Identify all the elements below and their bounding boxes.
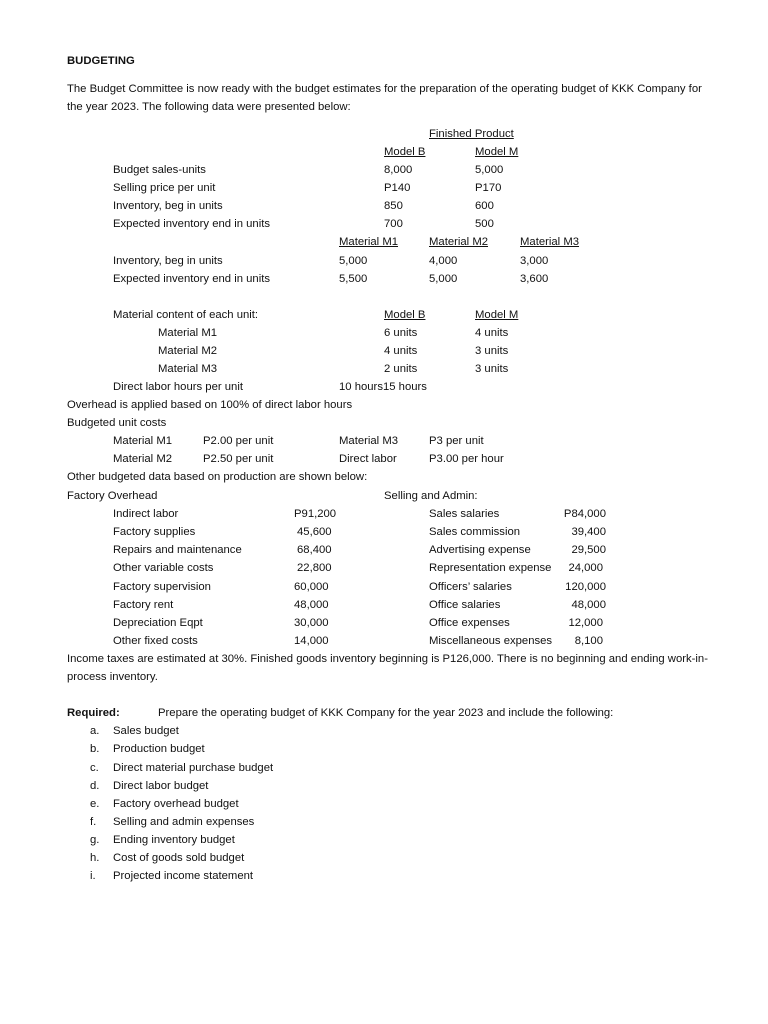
material-content-label: Material content of each unit:: [113, 309, 259, 321]
sa-item-value: P84,000: [563, 508, 606, 520]
unit-cost-value: P3 per unit: [429, 435, 484, 447]
fp-row-b: 850: [384, 200, 403, 212]
fo-item-label: Indirect labor: [113, 508, 179, 520]
required-item-letter: b.: [90, 743, 100, 755]
overhead-note: Overhead is applied based on 100% of direct labor hours: [67, 399, 353, 411]
fo-item-label: Other variable costs: [113, 562, 214, 574]
mc-row-m: 3 units: [475, 363, 509, 375]
sa-item-label: Sales salaries: [429, 508, 500, 520]
fp-col-model-m: Model M: [475, 146, 519, 158]
sa-item-label: Sales commission: [429, 526, 521, 538]
sa-item-label: Office expenses: [429, 617, 510, 629]
required-text: Prepare the operating budget of KKK Company for the year 2023 and include the following:: [158, 707, 614, 719]
factory-overhead-title: Factory Overhead: [67, 490, 158, 502]
fp-row-b: P140: [384, 182, 411, 194]
fp-row-label: Budget sales-units: [113, 164, 206, 176]
fo-item-label: Factory supervision: [113, 581, 211, 593]
mat-row-m3: 3,000: [520, 255, 549, 267]
fo-item-value: 14,000: [294, 635, 329, 647]
sa-item-label: Advertising expense: [429, 544, 531, 556]
unit-cost-value: P3.00 per hour: [429, 453, 504, 465]
required-item-letter: a.: [90, 725, 100, 737]
required-item-text: Projected income statement: [113, 870, 254, 882]
sa-item-label: Officers’ salaries: [429, 581, 512, 593]
fo-item-label: Factory supplies: [113, 526, 196, 538]
mat-row-m1: 5,500: [339, 273, 368, 285]
fo-item-label: Repairs and maintenance: [113, 544, 242, 556]
mat-row-label: Expected inventory end in units: [113, 273, 270, 285]
selling-admin-title: Selling and Admin:: [384, 490, 478, 502]
sa-item-label: Miscellaneous expenses: [429, 635, 553, 647]
required-item-letter: i.: [90, 870, 96, 882]
required-item-text: Direct material purchase budget: [113, 762, 274, 774]
mc-col-model-m: Model M: [475, 309, 519, 321]
mat-col-m1: Material M1: [339, 236, 399, 248]
mc-col-model-b: Model B: [384, 309, 426, 321]
unit-cost-label: Direct labor: [339, 453, 397, 465]
fp-row-b: 700: [384, 218, 403, 230]
mc-row-label: Material M2: [158, 345, 218, 357]
required-item-text: Ending inventory budget: [113, 834, 235, 846]
required-item-text: Sales budget: [113, 725, 179, 737]
required-item-text: Direct labor budget: [113, 780, 209, 792]
required-item-text: Production budget: [113, 743, 205, 755]
fp-row-m: 5,000: [475, 164, 504, 176]
tax-note-line-1: Income taxes are estimated at 30%. Finished goods inventory beginning is P126,000. There is no beginning and ending work-in-: [67, 653, 708, 665]
tax-note-line-2: process inventory.: [67, 671, 158, 683]
sa-item-label: Office salaries: [429, 599, 501, 611]
sa-item-label: Representation expense: [429, 562, 552, 574]
unit-cost-value: P2.50 per unit: [203, 453, 274, 465]
required-item-text: Factory overhead budget: [113, 798, 239, 810]
mc-row-m: 3 units: [475, 345, 509, 357]
mc-row-label: Material M3: [158, 363, 218, 375]
fp-row-label: Expected inventory end in units: [113, 218, 270, 230]
required-label: Required:: [67, 707, 120, 719]
required-item-letter: d.: [90, 780, 100, 792]
finished-product-header: Finished Product: [429, 128, 514, 140]
required-item-letter: f.: [90, 816, 97, 828]
mat-col-m3: Material M3: [520, 236, 580, 248]
page-title: BUDGETING: [67, 55, 135, 67]
fo-item-value: 45,600: [297, 526, 332, 538]
fo-item-value: 68,400: [297, 544, 332, 556]
fp-row-m: 500: [475, 218, 494, 230]
fp-row-label: Selling price per unit: [113, 182, 216, 194]
fp-row-m: 600: [475, 200, 494, 212]
fo-item-value: 30,000: [294, 617, 329, 629]
sa-item-value: 24,000: [568, 562, 603, 574]
mat-row-m3: 3,600: [520, 273, 549, 285]
sa-item-value: 120,000: [565, 581, 606, 593]
dlh-label: Direct labor hours per unit: [113, 381, 243, 393]
fp-row-label: Inventory, beg in units: [113, 200, 223, 212]
mat-col-m2: Material M2: [429, 236, 489, 248]
fo-item-value: 60,000: [294, 581, 329, 593]
mc-row-b: 6 units: [384, 327, 418, 339]
fo-item-value: 48,000: [294, 599, 329, 611]
fo-item-label: Other fixed costs: [113, 635, 198, 647]
unit-cost-label: Material M1: [113, 435, 173, 447]
mat-row-m2: 4,000: [429, 255, 458, 267]
unit-cost-label: Material M2: [113, 453, 173, 465]
mat-row-m1: 5,000: [339, 255, 368, 267]
required-item-text: Selling and admin expenses: [113, 816, 255, 828]
fp-col-model-b: Model B: [384, 146, 426, 158]
sa-item-value: 8,100: [574, 635, 603, 647]
fo-item-value: 22,800: [297, 562, 332, 574]
unit-costs-title: Budgeted unit costs: [67, 417, 167, 429]
mc-row-m: 4 units: [475, 327, 509, 339]
fo-item-label: Depreciation Eqpt: [113, 617, 203, 629]
mc-row-b: 2 units: [384, 363, 418, 375]
unit-cost-label: Material M3: [339, 435, 399, 447]
dlh-value: 10 hours15 hours: [339, 381, 427, 393]
other-data-note: Other budgeted data based on production are shown below:: [67, 471, 368, 483]
fp-row-m: P170: [475, 182, 502, 194]
mc-row-label: Material M1: [158, 327, 218, 339]
fo-item-value: P91,200: [294, 508, 337, 520]
fp-row-b: 8,000: [384, 164, 413, 176]
mat-row-m2: 5,000: [429, 273, 458, 285]
required-item-letter: g.: [90, 834, 100, 846]
unit-cost-value: P2.00 per unit: [203, 435, 274, 447]
sa-item-value: 48,000: [571, 599, 606, 611]
mat-row-label: Inventory, beg in units: [113, 255, 223, 267]
sa-item-value: 12,000: [568, 617, 603, 629]
required-item-letter: c.: [90, 762, 99, 774]
mc-row-b: 4 units: [384, 345, 418, 357]
sa-item-value: 29,500: [571, 544, 606, 556]
intro-line-2: the year 2023. The following data were presented below:: [67, 101, 351, 113]
intro-line-1: The Budget Committee is now ready with the budget estimates for the preparation of the operating budget of KKK Company for: [67, 83, 702, 95]
required-item-letter: e.: [90, 798, 100, 810]
required-item-text: Cost of goods sold budget: [113, 852, 245, 864]
sa-item-value: 39,400: [571, 526, 606, 538]
fo-item-label: Factory rent: [113, 599, 174, 611]
required-item-letter: h.: [90, 852, 100, 864]
